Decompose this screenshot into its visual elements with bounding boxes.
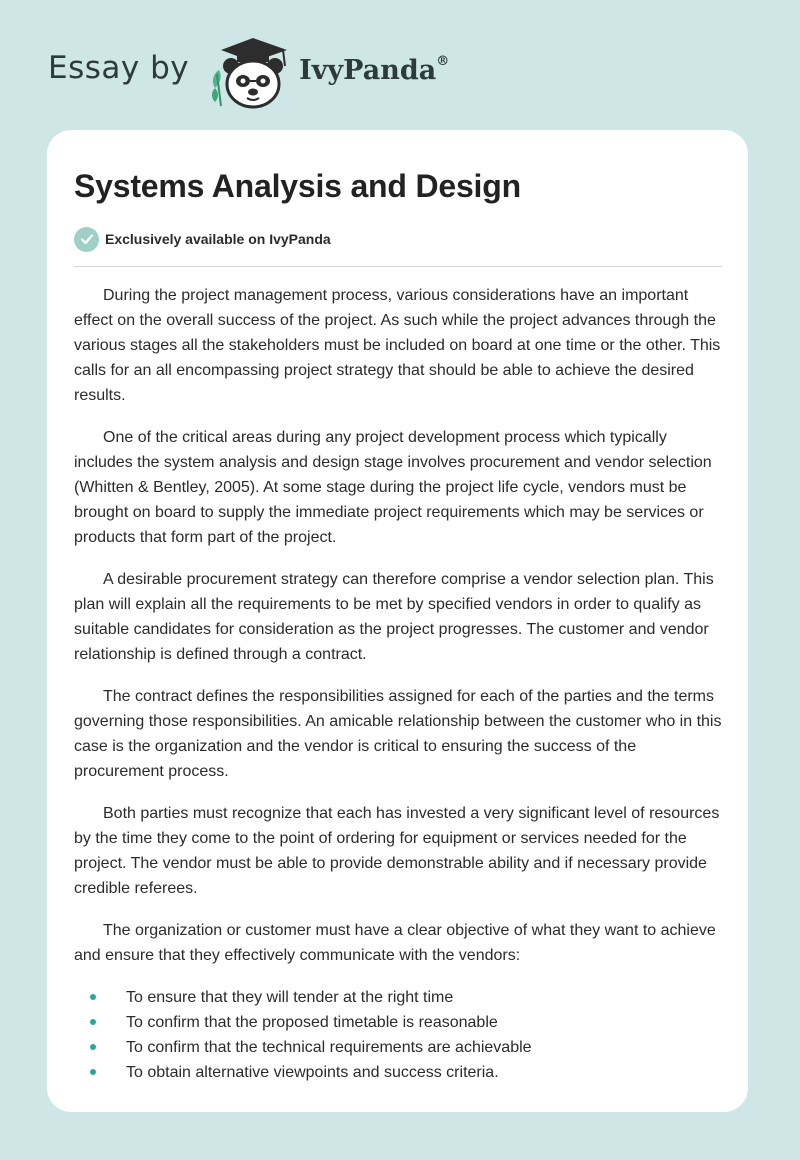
paragraph: During the project management process, various considerations have an important effect on the overall success of the project. As such while the project advances through the various stages all the stakeholders must be included on board at one time or the other. This calls for an all encompassing project strategy that should be able to achieve the desired results. — [74, 287, 721, 404]
bullet-list — [74, 985, 722, 1085]
list-item — [74, 985, 722, 1010]
check-icon — [74, 227, 99, 252]
bullet-dot-icon — [90, 1019, 96, 1025]
brand-name-text: IvyPanda — [299, 54, 437, 86]
paragraph: The organization or customer must have a clear objective of what they want to achieve and ensure that they effectively communicate with the vendors: — [74, 922, 716, 964]
list-item-text: To confirm that the proposed timetable is reasonable — [126, 1014, 498, 1031]
paragraph: A desirable procurement strategy can therefore comprise a vendor selection plan. This plan will explain all the requirements to be met by specified vendors in order to qualify as suitable candidates for consideration as the project progresses. The customer and vendor relationship is defined through a contract. — [74, 571, 714, 663]
list-item — [74, 1035, 722, 1060]
list-item-text: To confirm that the technical requirements are achievable — [126, 1039, 532, 1056]
exclusive-label: Exclusively available on IvyPanda — [105, 231, 331, 247]
list-item-text: To obtain alternative viewpoints and success criteria. — [126, 1064, 499, 1081]
panda-logo-icon — [203, 34, 295, 110]
registered-mark: ® — [436, 53, 450, 69]
paragraph: Both parties must recognize that each has invested a very significant level of resources by the time they come to the point of ordering for equipment or services needed for the project. The vendor must be able to provide demonstrable ability and if necessary provide credible referees. — [74, 805, 720, 897]
paragraph: One of the critical areas during any project development process which typically includes the system analysis and design stage involves procurement and vendor selection (Whitten & Bentley, 2005). At some stage during the project life cycle, vendors must be brought on board to supply the immediate project requirements which may be services or products that form part of the project. — [74, 429, 712, 546]
essay-body — [74, 283, 722, 1085]
bullet-dot-icon — [90, 994, 96, 1000]
essay-card — [47, 130, 748, 1112]
ivy-leaf-icon — [212, 70, 221, 106]
bullet-dot-icon — [90, 1069, 96, 1075]
paragraph: The contract defines the responsibilities assigned for each of the parties and the terms governing those responsibilities. An amicable relationship between the customer who in this case is the organization and the vendor is critical to ensuring the success of the procurement process. — [74, 688, 722, 780]
brand-header[interactable] — [48, 34, 449, 110]
exclusive-badge — [74, 226, 722, 252]
bullet-dot-icon — [90, 1044, 96, 1050]
list-item — [74, 1010, 722, 1035]
brand-prefix: Essay by — [48, 50, 190, 86]
list-item — [74, 1060, 722, 1085]
page-title: Systems Analysis and Design — [74, 168, 521, 204]
brand-name — [299, 55, 449, 86]
divider — [74, 266, 722, 267]
list-item-text: To ensure that they will tender at the right time — [126, 989, 454, 1006]
